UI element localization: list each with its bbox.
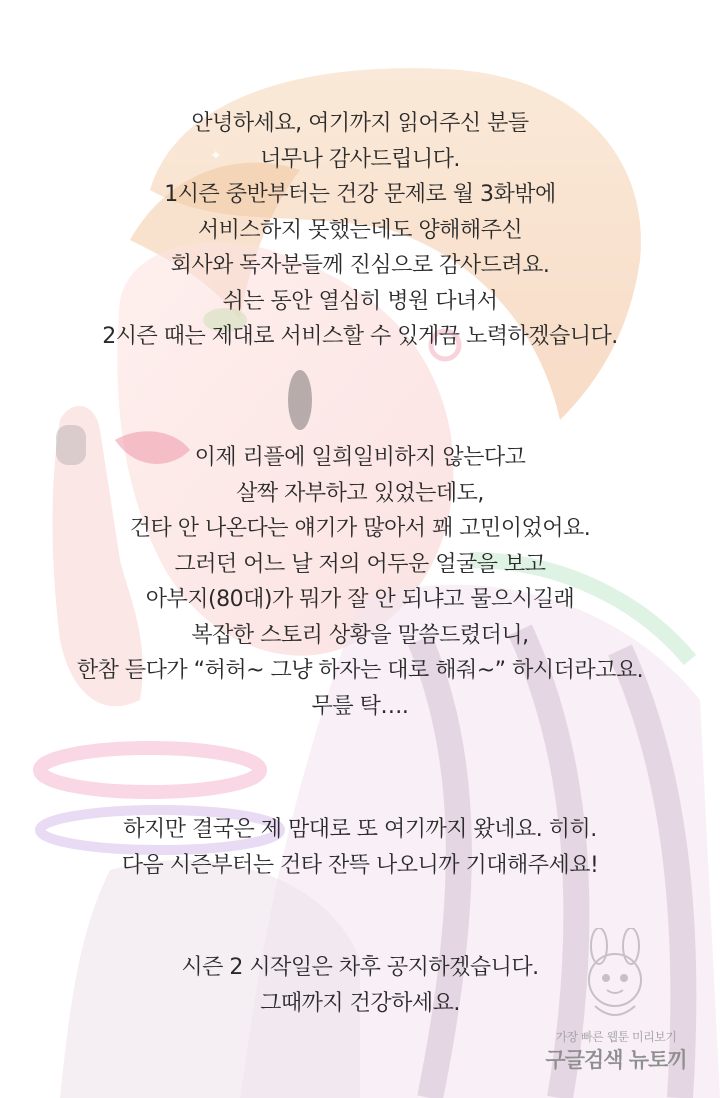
watermark	[526, 928, 706, 1078]
paragraph-thanks	[0, 106, 720, 355]
text-line: 무릎 탁….	[311, 693, 409, 719]
text-line: 살짝 자부하고 있었는데도,	[236, 480, 484, 506]
text-line: 시즌 2 시작일은 차후 공지하겠습니다.	[181, 955, 539, 980]
text-line: 그때까지 건강하세요.	[260, 990, 460, 1016]
paragraph-next-season	[0, 812, 720, 883]
text-line: 하지만 결국은 제 맘대로 또 여기까지 왔네요. 히히.	[123, 817, 597, 842]
eye-right	[288, 370, 312, 430]
text-line: 1시즌 중반부터는 건강 문제로 월 3화밖에	[164, 182, 556, 207]
watermark-big-text: 구글검색 뉴토끼	[545, 1048, 687, 1072]
bunny-mascot-icon	[561, 928, 671, 1028]
text-line: 아부지(80대)가 뭐가 잘 안 되냐고 물으시길래	[145, 587, 575, 612]
text-line: 너무나 감사드립니다.	[260, 146, 460, 172]
text-line: 한참 듣다가 “허허~ 그냥 하자는 대로 해줘~” 하시더라고요.	[76, 658, 644, 683]
sparkle-1: ✦	[210, 148, 222, 164]
watermark-small-text: 가장 빠른 웹툰 미리보기	[555, 1030, 677, 1044]
text-line: 회사와 독자분들께 진심으로 감사드려요.	[170, 253, 550, 278]
text-line: 그러던 어느 날 저의 어두운 얼굴을 보고	[174, 551, 546, 577]
sparkle-2: ✦	[565, 408, 577, 424]
text-line: 쉬는 동안 열심히 병원 다녀서	[222, 288, 498, 314]
text-line: 건타 안 나온다는 얘기가 많아서 꽤 고민이었어요.	[129, 516, 591, 541]
bracelet-1	[40, 748, 260, 792]
text-line: 안녕하세요, 여기까지 읽어주신 분들	[191, 111, 529, 136]
paragraph-story	[0, 440, 720, 724]
text-line: 다음 시즌부터는 건타 잔뜩 나오니까 기대해주세요!	[121, 852, 599, 878]
text-line: 복잡한 스토리 상황을 말씀드렸더니,	[191, 622, 529, 648]
text-line: 이제 리플에 일희일비하지 않는다고	[194, 445, 526, 470]
text-line: 2시즌 때는 제대로 서비스할 수 있게끔 노력하겠습니다.	[102, 324, 618, 349]
text-line: 서비스하지 못했는데도 양해해주신	[197, 217, 523, 243]
